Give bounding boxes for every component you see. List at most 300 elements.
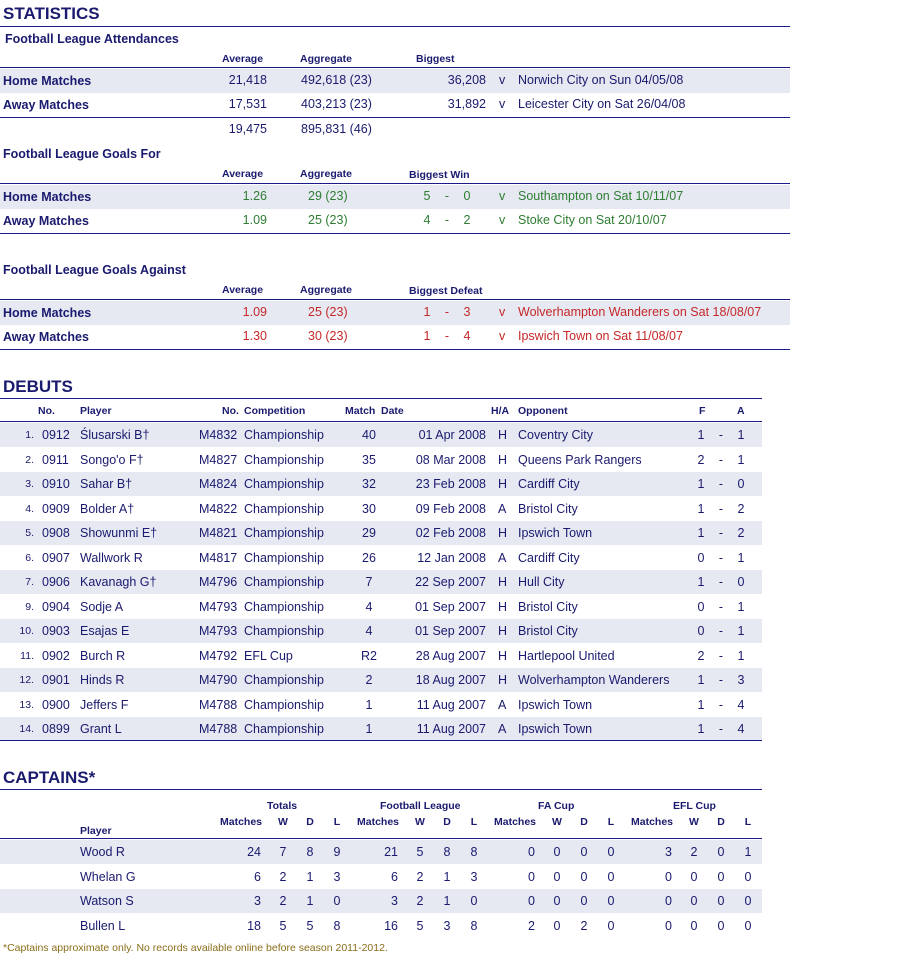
captain-name: Bullen L — [80, 918, 126, 933]
divider — [0, 421, 762, 422]
score-against: 1 — [737, 550, 745, 565]
opponent: Queens Park Rangers — [518, 452, 642, 467]
stat-value: 5 — [279, 918, 287, 933]
score-for: 0 — [697, 599, 705, 614]
stat-value: 21 — [384, 845, 398, 859]
match-of-season: 35 — [362, 452, 376, 467]
player-number: 0904 — [42, 599, 70, 614]
row-index: 11. — [20, 649, 34, 662]
divider — [0, 740, 762, 741]
average-value: 1.26 — [242, 189, 267, 203]
match-number: M4827 — [199, 452, 238, 467]
opponent: Hull City — [518, 575, 565, 589]
stat-value: 0 — [607, 894, 615, 908]
goals-against-title: Football League Goals Against — [3, 263, 186, 277]
header-a: A — [737, 405, 745, 417]
stat-value: 2 — [416, 894, 424, 908]
header-aggregate: Aggregate — [300, 168, 352, 180]
competition: Championship — [244, 452, 324, 467]
score-for: 1 — [423, 305, 431, 319]
divider — [0, 26, 790, 27]
average-value: 17,531 — [228, 97, 267, 111]
stat-value: 0 — [717, 869, 725, 884]
score-dash: - — [718, 428, 724, 442]
home-away: H — [498, 526, 508, 540]
match-number: M4824 — [199, 477, 238, 491]
score-for: 1 — [697, 428, 705, 442]
score-dash: - — [718, 673, 724, 687]
score-against: 1 — [737, 624, 745, 638]
player-number: 0910 — [42, 477, 70, 491]
stat-value: 3 — [391, 894, 398, 908]
biggest-detail: Southampton on Sat 10/11/07 — [518, 189, 684, 203]
competition: Championship — [244, 501, 324, 516]
divider — [0, 299, 790, 300]
match-number: M4822 — [199, 501, 238, 516]
aggregate-value: 30 (23) — [308, 329, 348, 343]
column-header: D — [580, 816, 588, 828]
column-header: L — [607, 816, 615, 828]
stat-value: 2 — [279, 894, 287, 908]
stat-value: 0 — [717, 894, 725, 908]
stat-value: 0 — [528, 869, 535, 884]
match-of-season: 30 — [362, 501, 376, 516]
home-away: H — [498, 452, 508, 467]
divider — [0, 117, 790, 118]
row-index: 12. — [19, 674, 34, 686]
match-of-season: 7 — [365, 575, 373, 589]
average-value: 21,418 — [228, 73, 267, 87]
versus: v — [499, 97, 506, 111]
average-value: 1.09 — [242, 213, 267, 227]
match-of-season: 2 — [365, 673, 373, 687]
match-of-season: 40 — [362, 428, 376, 442]
header-biggest: Biggest — [416, 53, 455, 65]
header-match-no: No. — [222, 405, 239, 417]
header-player: Player — [80, 825, 112, 837]
player-name: Hinds R — [80, 673, 125, 687]
stat-value: 0 — [665, 918, 672, 933]
stat-value: 8 — [470, 918, 478, 933]
stat-value: 8 — [470, 845, 478, 859]
divider — [0, 398, 762, 399]
column-header: D — [443, 816, 451, 828]
header-biggest-win: Biggest Win — [409, 169, 470, 181]
biggest-detail: Leicester City on Sat 26/04/08 — [518, 97, 686, 111]
score-dash: - — [718, 501, 724, 516]
stat-value: 0 — [580, 869, 588, 884]
row-label: Home Matches — [3, 306, 92, 320]
score-dash: - — [444, 213, 450, 227]
column-header: Matches — [219, 816, 262, 828]
player-name: Wallwork R — [80, 550, 143, 565]
column-header: W — [552, 816, 562, 828]
opponent: Ipswich Town — [518, 526, 593, 540]
opponent: Cardiff City — [518, 550, 580, 565]
stat-value: 1 — [306, 869, 314, 884]
stat-value: 24 — [247, 845, 261, 859]
stat-value: 2 — [580, 918, 588, 933]
captain-name: Whelan G — [80, 869, 136, 884]
header-no: No. — [38, 405, 55, 417]
match-date: 01 Apr 2008 — [418, 428, 486, 442]
column-header: D — [306, 816, 314, 828]
stat-value: 0 — [580, 894, 588, 908]
row-index: 3. — [25, 478, 34, 490]
score-against: 3 — [737, 673, 745, 687]
stat-value: 0 — [717, 918, 725, 933]
score-dash: - — [718, 624, 724, 638]
stat-value: 1 — [744, 845, 752, 859]
header-ha: H/A — [491, 405, 510, 417]
competition: Championship — [244, 599, 324, 614]
player-name: Ślusarski B† — [80, 428, 150, 442]
player-name: Kavanagh G† — [80, 575, 157, 589]
row-label: Away Matches — [3, 214, 89, 228]
match-date: 11 Aug 2007 — [416, 697, 486, 712]
score-dash: - — [718, 575, 724, 589]
header-average: Average — [222, 53, 264, 65]
score-for: 0 — [697, 550, 705, 565]
stat-value: 0 — [665, 894, 672, 908]
match-date: 23 Feb 2008 — [415, 477, 486, 491]
group-efl-cup: EFL Cup — [673, 800, 716, 812]
row-label: Home Matches — [3, 190, 92, 204]
player-number: 0911 — [42, 452, 69, 467]
home-away: H — [498, 673, 508, 687]
column-header: W — [278, 816, 288, 828]
score-for: 1 — [697, 722, 705, 736]
score-against: 3 — [463, 305, 471, 319]
stat-value: 1 — [443, 894, 451, 908]
divider — [0, 838, 762, 839]
versus: v — [499, 189, 506, 203]
biggest-detail: Wolverhampton Wanderers on Sat 18/08/07 — [518, 305, 762, 319]
column-header: W — [415, 816, 425, 828]
score-against: 4 — [463, 329, 471, 343]
score-against: 2 — [737, 501, 745, 516]
stat-value: 6 — [391, 869, 398, 884]
match-of-season: 4 — [365, 624, 373, 638]
divider — [0, 349, 790, 350]
header-biggest-defeat: Biggest Defeat — [409, 285, 483, 297]
group-fa-cup: FA Cup — [538, 800, 575, 812]
match-of-season: 26 — [362, 550, 376, 565]
competition: Championship — [244, 624, 324, 638]
total-aggregate: 895,831 (46) — [301, 122, 372, 136]
aggregate-value: 403,213 (23) — [301, 97, 372, 111]
captains-footnote: *Captains approximate only. No records available online before season 2011-2012. — [3, 942, 388, 954]
stat-value: 3 — [333, 869, 341, 884]
aggregate-value: 25 (23) — [308, 305, 348, 319]
score-for: 1 — [697, 526, 705, 540]
divider — [0, 233, 790, 234]
row-label: Home Matches — [3, 74, 92, 88]
aggregate-value: 29 (23) — [308, 189, 348, 203]
average-value: 1.09 — [242, 305, 267, 319]
biggest-detail: Norwich City on Sun 04/05/08 — [518, 73, 684, 87]
competition: Championship — [244, 722, 324, 736]
match-of-season: 29 — [362, 526, 376, 540]
stat-value: 0 — [553, 869, 561, 884]
score-for: 1 — [423, 329, 431, 343]
score-against: 0 — [737, 477, 745, 491]
column-header: L — [333, 816, 341, 828]
score-for: 1 — [697, 501, 705, 516]
match-date: 01 Sep 2007 — [415, 599, 486, 614]
score-dash: - — [718, 722, 724, 736]
stat-value: 0 — [580, 845, 588, 859]
score-against: 2 — [737, 526, 745, 540]
opponent: Cardiff City — [518, 477, 580, 491]
match-date: 11 Aug 2007 — [416, 722, 486, 736]
stat-value: 8 — [333, 918, 341, 933]
stat-value: 0 — [553, 845, 561, 859]
player-number: 0901 — [42, 673, 70, 687]
header-date: Date — [381, 405, 404, 417]
opponent: Coventry City — [518, 428, 594, 442]
match-number: M4790 — [199, 673, 238, 687]
stat-value: 2 — [690, 845, 698, 859]
versus: v — [499, 213, 506, 227]
score-against: 1 — [737, 599, 745, 614]
stat-value: 5 — [416, 845, 424, 859]
stat-value: 2 — [416, 869, 424, 884]
score-dash: - — [444, 329, 450, 343]
goals-for-title: Football League Goals For — [3, 147, 161, 161]
row-index: 2. — [25, 453, 34, 466]
player-number: 0900 — [42, 697, 70, 712]
score-for: 2 — [697, 648, 705, 663]
score-against: 2 — [463, 213, 471, 227]
stat-value: 0 — [690, 894, 698, 908]
captains-title: CAPTAINS* — [3, 768, 96, 787]
match-date: 01 Sep 2007 — [415, 624, 486, 638]
debuts-title: DEBUTS — [3, 377, 73, 396]
stat-value: 0 — [690, 918, 698, 933]
player-name: Sahar B† — [80, 477, 133, 491]
group-football-league: Football League — [380, 800, 461, 812]
opponent: Bristol City — [518, 599, 578, 614]
player-number: 0902 — [42, 648, 70, 663]
score-against: 0 — [463, 189, 471, 203]
score-for: 1 — [697, 575, 705, 589]
statistics-title: STATISTICS — [3, 4, 100, 23]
home-away: H — [498, 648, 508, 663]
match-of-season: 1 — [365, 722, 373, 736]
row-index: 9. — [25, 600, 34, 613]
match-date: 08 Mar 2008 — [415, 452, 486, 467]
row-index: 13. — [19, 698, 34, 711]
stat-value: 8 — [306, 845, 314, 859]
score-dash: - — [444, 305, 450, 319]
score-against: 4 — [737, 697, 745, 712]
column-header: L — [744, 816, 752, 828]
biggest-value: 36,208 — [447, 73, 486, 87]
score-for: 1 — [697, 673, 705, 687]
stat-value: 5 — [306, 918, 314, 933]
score-dash: - — [718, 550, 724, 565]
home-away: A — [498, 501, 507, 516]
header-match: Match — [345, 405, 376, 417]
stat-value: 0 — [717, 845, 725, 859]
match-date: 18 Aug 2007 — [415, 673, 486, 687]
score-against: 1 — [737, 452, 745, 467]
match-number: M4832 — [199, 428, 238, 442]
stat-value: 5 — [416, 918, 424, 933]
match-number: M4788 — [199, 697, 238, 712]
competition: Championship — [244, 428, 324, 442]
versus: v — [499, 329, 506, 343]
stat-value: 1 — [443, 869, 451, 884]
player-number: 0912 — [42, 428, 70, 442]
opponent: Ipswich Town — [518, 697, 593, 712]
attendances-title: Football League Attendances — [5, 32, 179, 46]
match-of-season: 32 — [362, 477, 376, 491]
match-date: 28 Aug 2007 — [415, 648, 486, 663]
stat-value: 0 — [607, 869, 615, 884]
stat-value: 0 — [744, 869, 752, 884]
row-index: 1. — [25, 429, 34, 441]
stat-value: 0 — [528, 845, 535, 859]
score-against: 0 — [737, 575, 745, 589]
home-away: H — [498, 428, 508, 442]
stat-value: 0 — [470, 894, 478, 908]
score-dash: - — [444, 189, 450, 203]
stat-value: 3 — [665, 845, 672, 859]
competition: Championship — [244, 575, 324, 589]
score-for: 1 — [697, 697, 705, 712]
player-name: Grant L — [80, 722, 122, 736]
biggest-value: 31,892 — [447, 97, 486, 111]
header-opponent: Opponent — [518, 405, 568, 417]
stat-value: 7 — [279, 845, 287, 859]
versus: v — [499, 73, 506, 87]
row-index: 10. — [19, 625, 34, 637]
match-of-season: R2 — [361, 648, 377, 663]
stat-value: 2 — [279, 869, 287, 884]
competition: Championship — [244, 550, 324, 565]
column-header: Matches — [630, 816, 673, 828]
header-player: Player — [80, 405, 112, 417]
player-name: Sodje A — [80, 599, 124, 614]
player-name: Jeffers F — [80, 697, 129, 712]
home-away: H — [498, 624, 508, 638]
divider — [0, 789, 762, 790]
home-away: A — [498, 722, 507, 736]
competition: Championship — [244, 697, 324, 712]
group-totals: Totals — [267, 800, 298, 812]
match-date: 22 Sep 2007 — [415, 575, 486, 589]
score-for: 5 — [423, 189, 431, 203]
player-name: Songo'o F† — [80, 452, 144, 467]
stat-value: 0 — [665, 869, 672, 884]
header-average: Average — [222, 168, 264, 180]
divider — [0, 183, 790, 184]
score-dash: - — [718, 599, 724, 614]
header-aggregate: Aggregate — [300, 284, 352, 296]
opponent: Bristol City — [518, 501, 578, 516]
match-number: M4817 — [199, 550, 238, 565]
row-index: 5. — [25, 527, 34, 539]
header-average: Average — [222, 284, 264, 296]
column-header: Matches — [356, 816, 399, 828]
stat-value: 6 — [254, 869, 261, 884]
stat-value: 0 — [553, 894, 561, 908]
home-away: H — [498, 575, 508, 589]
stat-value: 8 — [443, 845, 451, 859]
score-for: 2 — [697, 452, 705, 467]
versus: v — [499, 305, 506, 319]
header-f: F — [699, 405, 706, 417]
match-number: M4792 — [199, 648, 238, 663]
stat-value: 1 — [306, 894, 314, 908]
divider — [0, 67, 790, 68]
opponent: Hartlepool United — [518, 648, 615, 663]
competition: EFL Cup — [244, 648, 293, 663]
captain-name: Watson S — [80, 894, 134, 908]
stat-value: 3 — [254, 894, 261, 908]
score-for: 0 — [697, 624, 705, 638]
competition: Championship — [244, 673, 324, 687]
total-average: 19,475 — [228, 122, 267, 136]
home-away: A — [498, 550, 507, 565]
score-for: 4 — [423, 213, 431, 227]
player-name: Burch R — [80, 648, 126, 663]
stat-value: 0 — [607, 845, 615, 859]
match-number: M4788 — [199, 722, 238, 736]
average-value: 1.30 — [242, 329, 267, 343]
home-away: A — [498, 697, 507, 712]
opponent: Wolverhampton Wanderers — [518, 673, 670, 687]
opponent: Bristol City — [518, 624, 578, 638]
row-index: 6. — [25, 551, 34, 564]
home-away: H — [498, 477, 508, 491]
stat-value: 0 — [744, 894, 752, 908]
stat-value: 16 — [384, 918, 398, 933]
header-aggregate: Aggregate — [300, 53, 352, 65]
player-number: 0907 — [42, 550, 70, 565]
score-dash: - — [718, 477, 724, 491]
score-against: 1 — [737, 428, 745, 442]
player-name: Esajas E — [80, 624, 130, 638]
match-of-season: 4 — [365, 599, 373, 614]
stat-value: 0 — [528, 894, 535, 908]
match-date: 09 Feb 2008 — [415, 501, 486, 516]
row-label: Away Matches — [3, 98, 89, 112]
player-number: 0903 — [42, 624, 70, 638]
aggregate-value: 25 (23) — [308, 213, 348, 227]
column-header: D — [717, 816, 725, 828]
player-number: 0909 — [42, 501, 70, 516]
score-dash: - — [718, 697, 724, 712]
column-header: L — [470, 816, 478, 828]
column-header: Matches — [493, 816, 536, 828]
column-header: W — [689, 816, 699, 828]
stat-value: 0 — [744, 918, 752, 933]
match-number: M4796 — [199, 575, 238, 589]
match-date: 12 Jan 2008 — [417, 550, 486, 565]
captain-name: Wood R — [80, 845, 125, 859]
score-for: 1 — [697, 477, 705, 491]
score-dash: - — [718, 526, 724, 540]
biggest-detail: Ipswich Town on Sat 11/08/07 — [518, 329, 683, 343]
stat-value: 2 — [528, 918, 535, 933]
match-date: 02 Feb 2008 — [415, 526, 486, 540]
player-number: 0906 — [42, 575, 70, 589]
score-against: 4 — [737, 722, 745, 736]
stat-value: 0 — [607, 918, 615, 933]
